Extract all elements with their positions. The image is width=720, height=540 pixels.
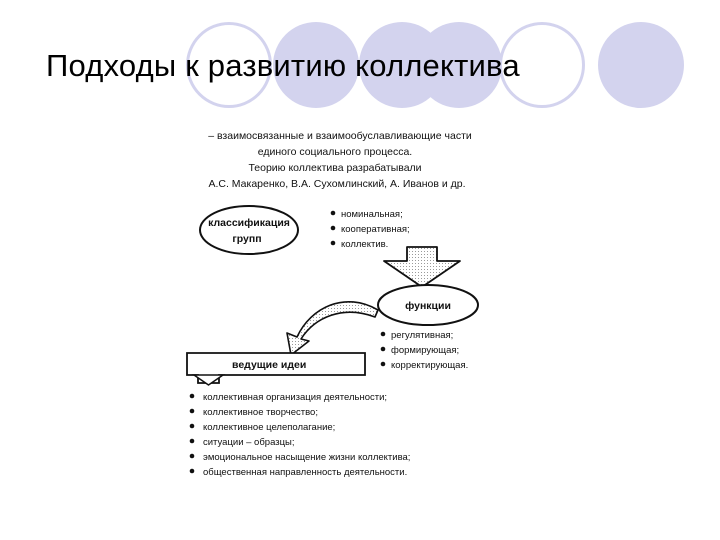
functions-item-3: корректирующая. bbox=[391, 360, 469, 371]
down-arrow-icon bbox=[384, 247, 460, 287]
bullet-icon bbox=[381, 332, 386, 337]
leading-ideas-item-6: общественная направленность деятельности. bbox=[203, 467, 408, 478]
classification-item-3: коллектив. bbox=[341, 239, 389, 250]
classification-item-1: номинальная; bbox=[341, 209, 403, 220]
intro-line-4: А.С. Макаренко, В.А. Сухомлинский, А. Иванов и др. bbox=[208, 178, 466, 190]
functions-item-2: формирующая; bbox=[391, 345, 460, 356]
functions-label: функции bbox=[405, 300, 451, 312]
leading-ideas-item-3: коллективное целеполагание; bbox=[203, 422, 336, 433]
functions-item-1: регулятивная; bbox=[391, 330, 454, 341]
leading-ideas-item-1: коллективная организация деятельности; bbox=[203, 392, 388, 403]
decor-circle-fill-4 bbox=[598, 22, 684, 108]
bullet-icon bbox=[190, 439, 195, 444]
bullet-icon bbox=[190, 424, 195, 429]
slide-title: Подходы к развитию коллектива bbox=[46, 48, 520, 83]
leading-ideas-item-4: ситуации – образцы; bbox=[203, 437, 295, 448]
intro-line-2: единого социального процесса. bbox=[257, 146, 413, 158]
classification-item-2: кооперативная; bbox=[341, 224, 410, 235]
classification-ellipse bbox=[200, 206, 298, 254]
bullet-icon bbox=[331, 241, 336, 246]
bullet-icon bbox=[381, 362, 386, 367]
bullet-icon bbox=[190, 454, 195, 459]
intro-line-3: Теорию коллектива разрабатывали bbox=[248, 162, 422, 174]
bullet-icon bbox=[331, 226, 336, 231]
leading-ideas-item-5: эмоциональное насыщение жизни коллектива; bbox=[203, 452, 411, 463]
concept-diagram bbox=[175, 125, 555, 495]
leading-ideas-item-2: коллективное творчество; bbox=[203, 407, 318, 418]
curved-arrow-icon bbox=[287, 302, 378, 355]
classification-label-2: групп bbox=[232, 233, 262, 245]
bullet-icon bbox=[331, 211, 336, 216]
bullet-icon bbox=[190, 469, 195, 474]
bullet-icon bbox=[190, 394, 195, 399]
intro-line-1: – взаимосвязанные и взаимообуславливающие части bbox=[208, 130, 472, 142]
leading-ideas-label: ведущие идеи bbox=[232, 359, 307, 371]
classification-label-1: классификация bbox=[208, 217, 290, 229]
bullet-icon bbox=[190, 409, 195, 414]
bullet-icon bbox=[381, 347, 386, 352]
